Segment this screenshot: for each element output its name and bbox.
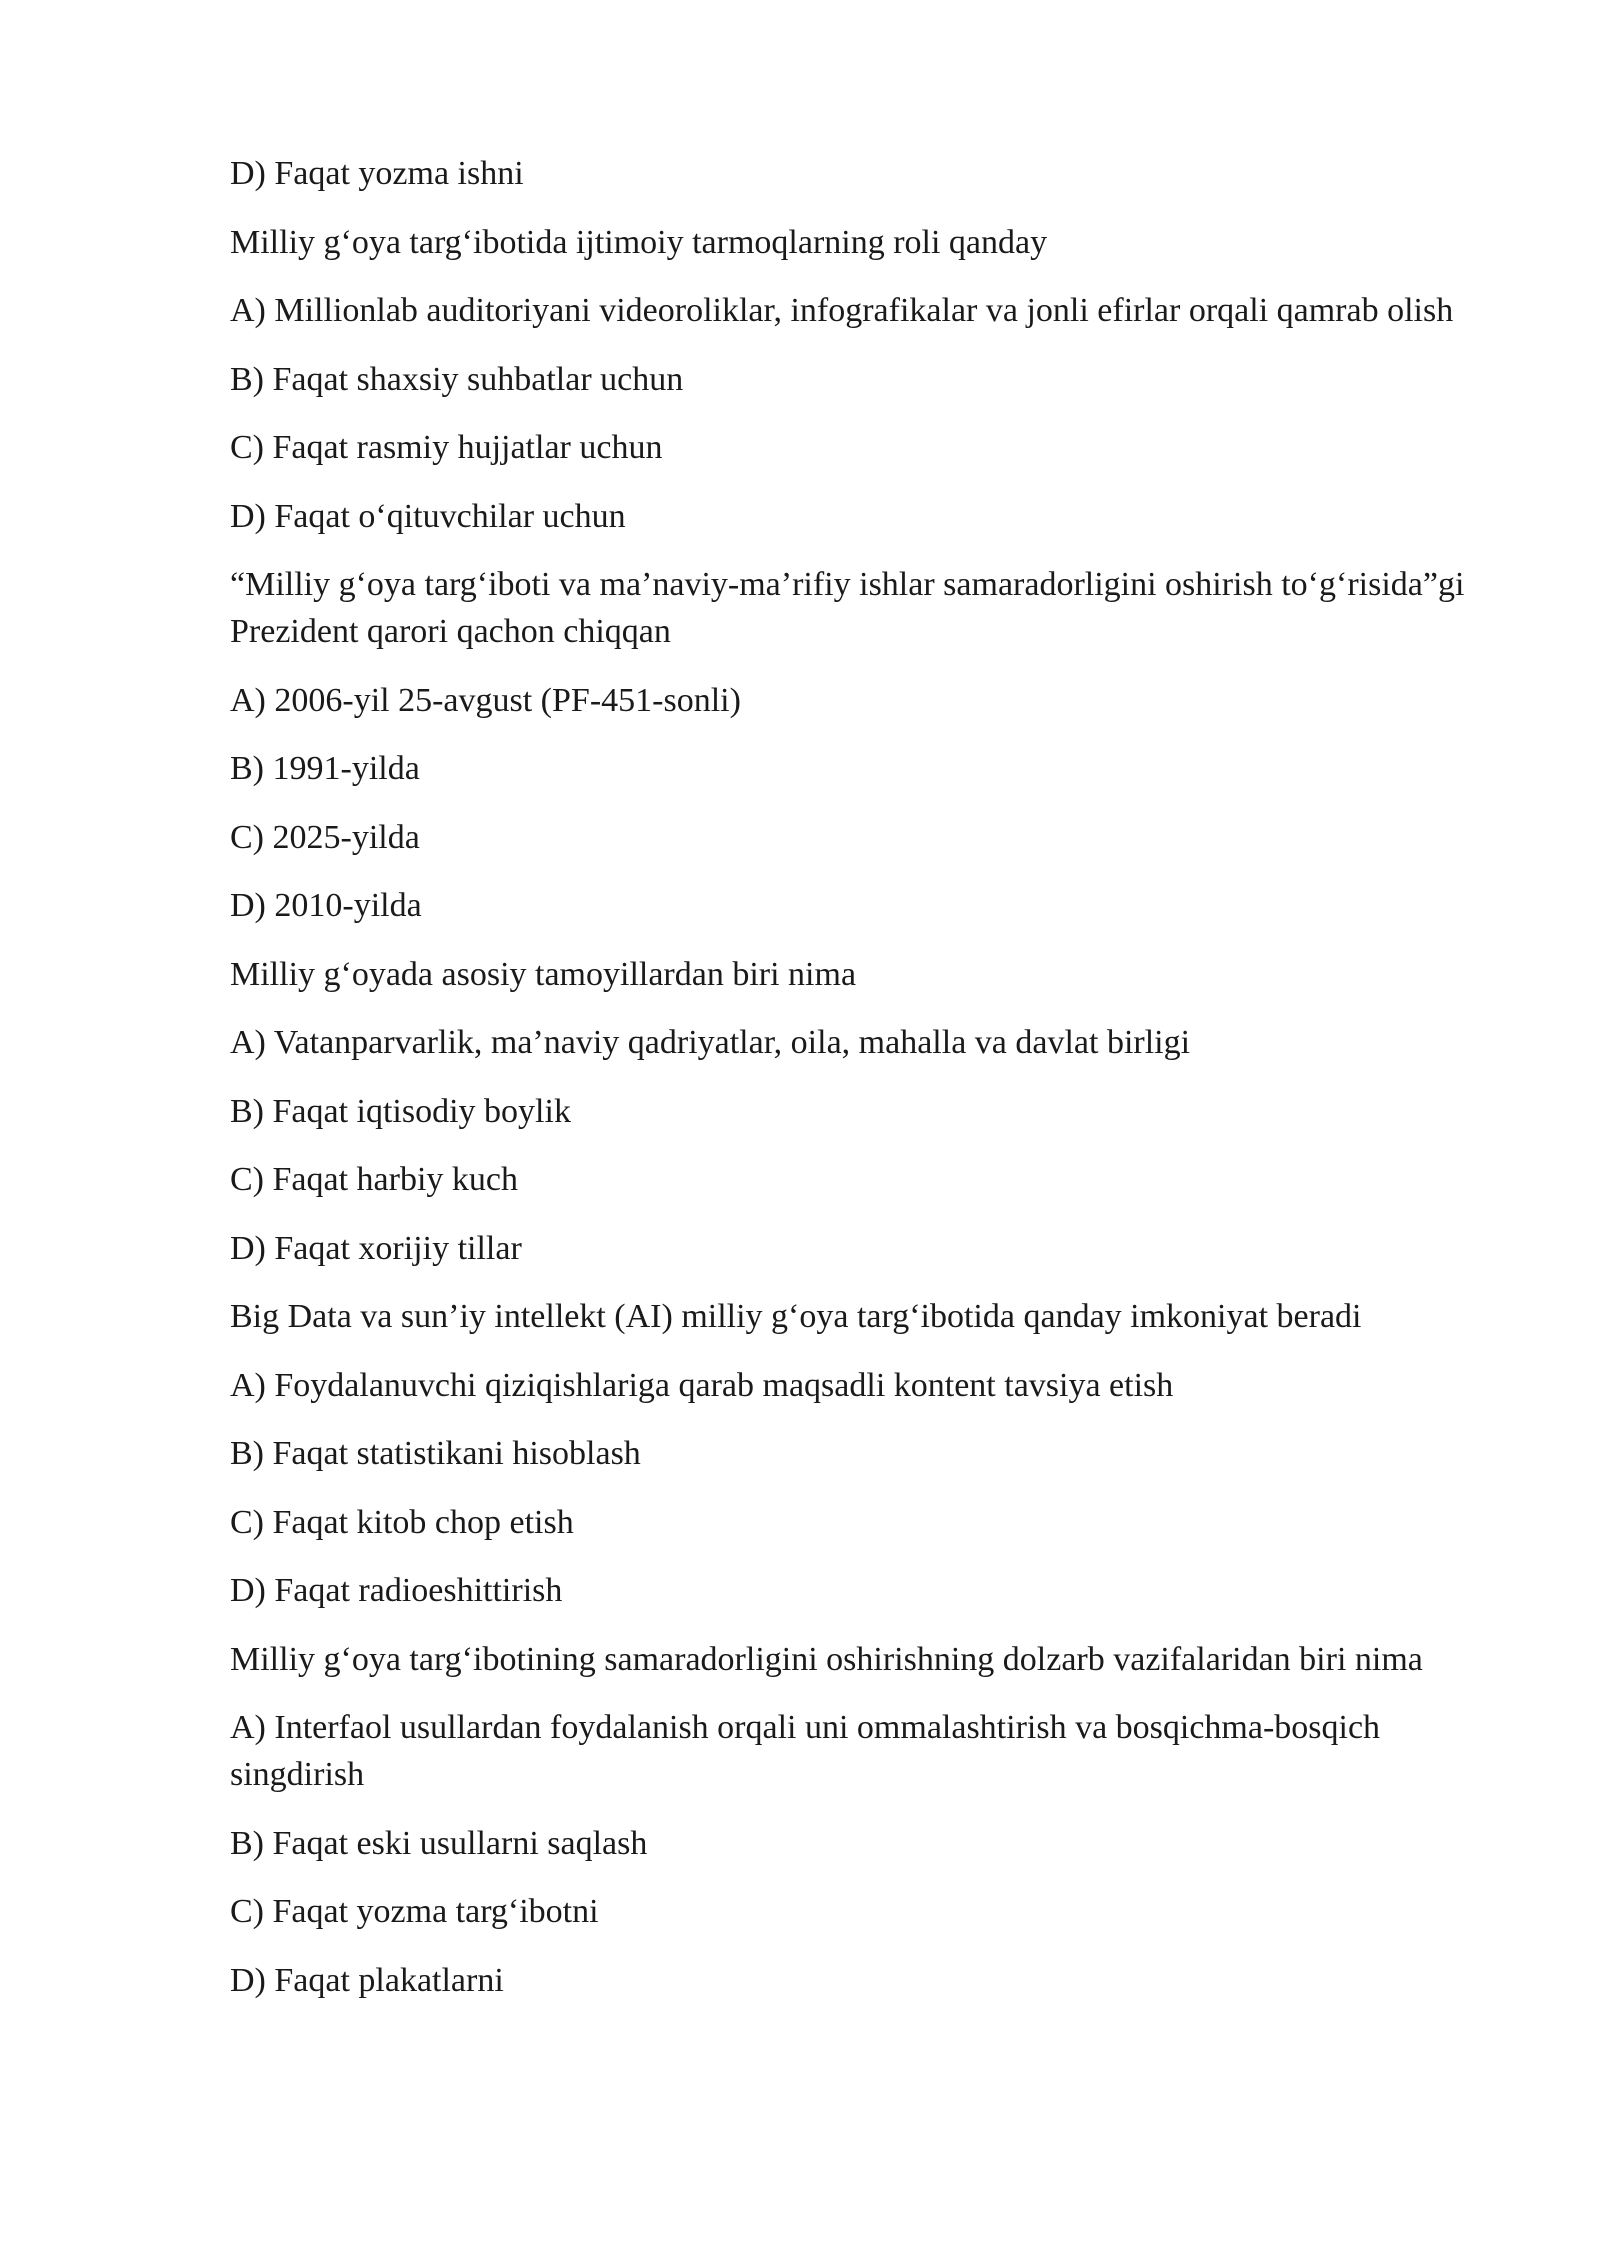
option-c: C) 2025-yilda bbox=[230, 818, 420, 856]
option-c: C) Faqat yozma targ‘ibotni bbox=[230, 1893, 599, 1930]
option-c: C) Faqat rasmiy hujjatlar uchun bbox=[230, 429, 663, 466]
option-a: A) Foydalanuvchi qiziqishlariga qarab maqsadli kontent tavsiya etish bbox=[230, 1366, 1174, 1404]
question-text: Milliy g‘oyada asosiy tamoyillardan biri nima bbox=[230, 955, 857, 993]
option-a: A) 2006-yil 25-avgust (PF-451-sonli) bbox=[230, 681, 741, 719]
option-a: A) Millionlab auditoriyani videoroliklar, infografikalar va jonli efirlar orqali qamrab olish bbox=[230, 292, 1454, 329]
option-c: C) Faqat kitob chop etish bbox=[230, 1503, 574, 1541]
option-c: C) Faqat harbiy kuch bbox=[230, 1161, 518, 1198]
option-d: D) Faqat yozma ishni bbox=[230, 155, 524, 192]
document-body bbox=[230, 150, 1520, 2025]
question-text: “Milliy g‘oya targ‘iboti va ma’naviy-ma’rifiy ishlar samaradorligini oshirish to‘g‘risida”gi Prezident qarori qachon chiqqan bbox=[230, 566, 1465, 650]
option-d: D) Faqat o‘qituvchilar uchun bbox=[230, 497, 626, 535]
question-text: Big Data va sun’iy intellekt (AI) milliy g‘oya targ‘ibotida qanday imkoniyat beradi bbox=[230, 1298, 1362, 1335]
option-d: D) 2010-yilda bbox=[230, 887, 422, 924]
option-b: B) Faqat shaxsiy suhbatlar uchun bbox=[230, 360, 684, 398]
option-a: A) Vatanparvarlik, ma’naviy qadriyatlar, oila, mahalla va davlat birligi bbox=[230, 1024, 1191, 1061]
question-text: Milliy g‘oya targ‘ibotida ijtimoiy tarmoqlarning roli qanday bbox=[230, 223, 1048, 261]
option-d: D) Faqat xorijiy tillar bbox=[230, 1229, 522, 1267]
option-b: B) Faqat iqtisodiy boylik bbox=[230, 1092, 571, 1130]
option-a: A) Interfaol usullardan foydalanish orqali uni ommalashtirish va bosqichma-bosqich singdirish bbox=[230, 1709, 1381, 1793]
option-d: D) Faqat radioeshittirish bbox=[230, 1572, 563, 1609]
option-b: B) 1991-yilda bbox=[230, 750, 420, 787]
option-d: D) Faqat plakatlarni bbox=[230, 1961, 504, 1999]
option-b: B) Faqat eski usullarni saqlash bbox=[230, 1824, 648, 1862]
option-b: B) Faqat statistikani hisoblash bbox=[230, 1435, 641, 1472]
question-text: Milliy g‘oya targ‘ibotining samaradorligini oshirishning dolzarb vazifalaridan biri nima bbox=[230, 1640, 1423, 1678]
